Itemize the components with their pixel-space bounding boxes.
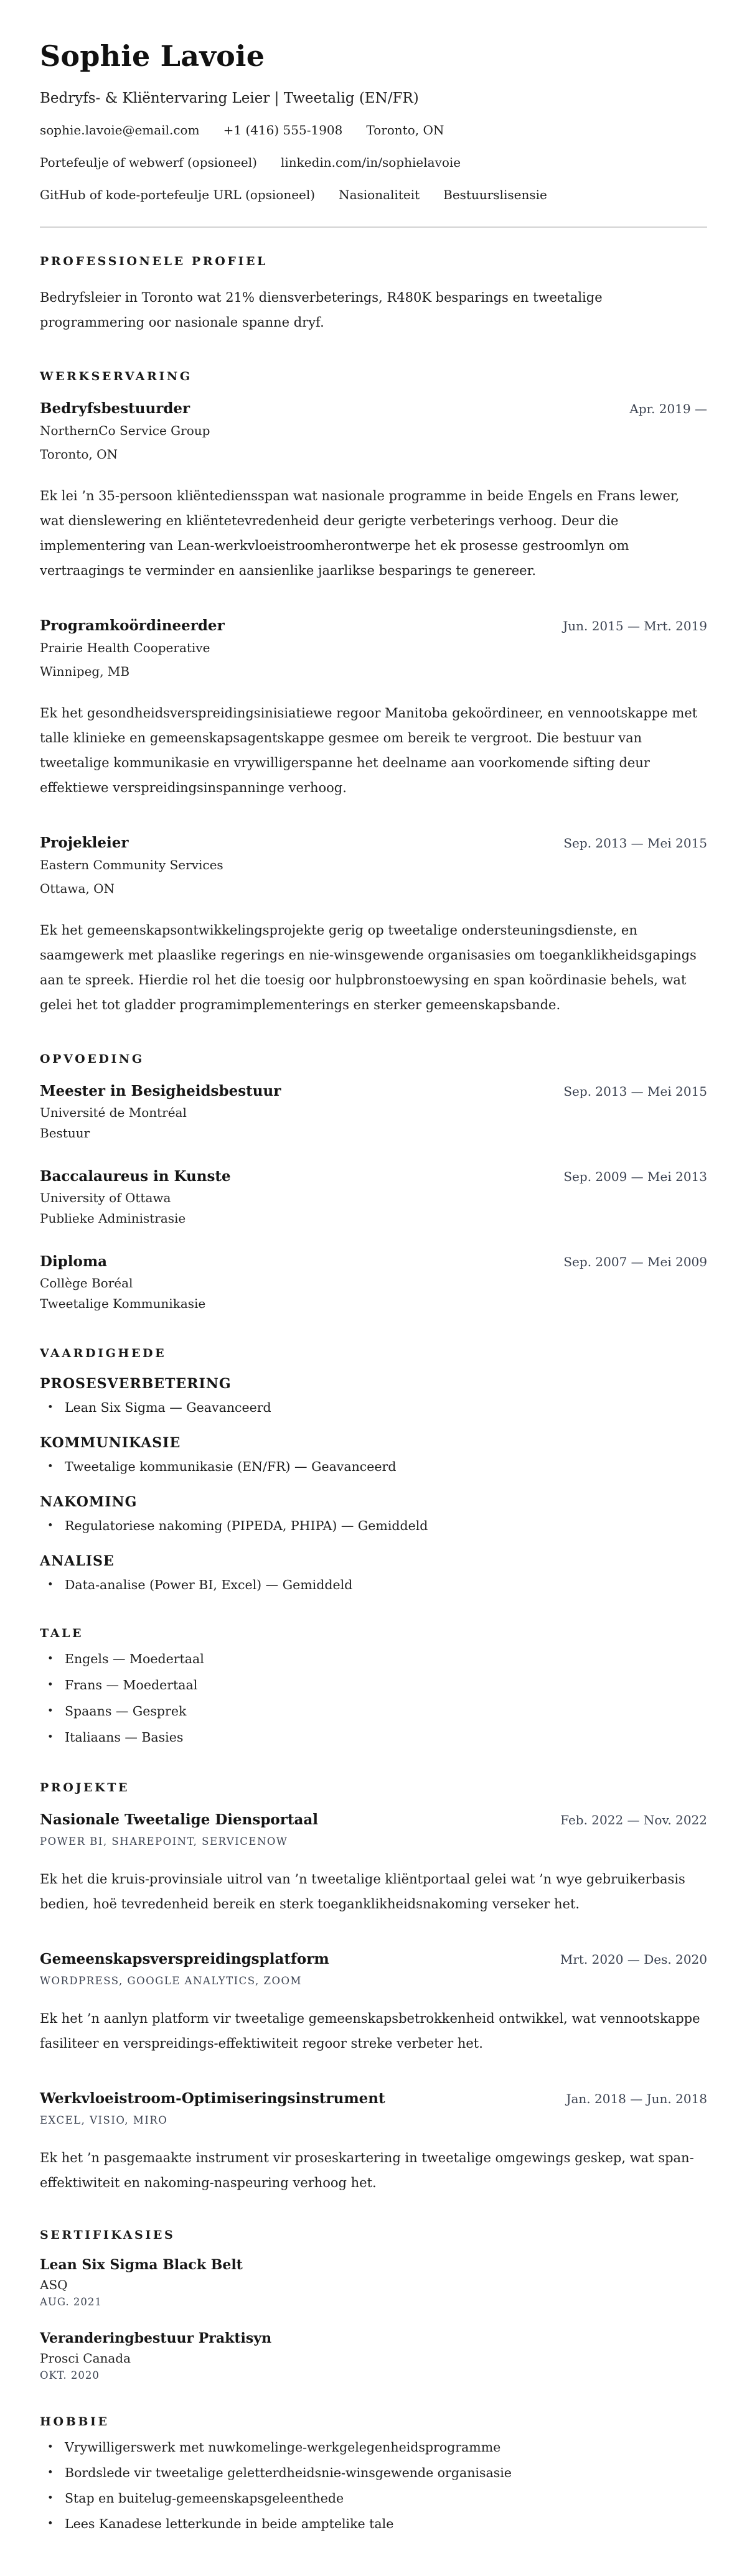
contact-license: Bestuurslisensie [443, 187, 547, 202]
hobby-item: • Vrywilligerswerk met nuwkomelinge-werkgelegenheidsprogramme [40, 2439, 707, 2456]
job-location: Ottawa, ON [40, 880, 115, 896]
project-dates: Jan. 2018 — Jun. 2018 [566, 2091, 707, 2106]
project-description: Ek het die kruis-provinsiale uitrol van ’n tweetalige kliëntportaal gelei wat ’n wye gebruikerbasis bedien, hoë tevredenheid bereik en sterk toeganklikheidsnakoming verseker het. [40, 1871, 685, 1911]
skill-item: • Regulatoriese nakoming (PIPEDA, PHIPA) — Gemiddeld [40, 1518, 707, 1534]
contact-email: sophie.lavoie@email.com [40, 122, 200, 138]
section-hobbies [40, 2414, 707, 2532]
job-entry [40, 617, 707, 800]
language-item: • Frans — Moedertaal [40, 1677, 707, 1694]
project-entry [40, 1811, 707, 1916]
language-list [40, 1651, 707, 1746]
job-head [40, 617, 707, 635]
certification-entry [40, 2256, 707, 2308]
job-dates: Apr. 2019 — [629, 401, 707, 416]
certification-issuer: ASQ [40, 2277, 68, 2292]
skill-group [40, 1494, 707, 1534]
header-divider [40, 226, 707, 228]
certification-entry [40, 2330, 707, 2382]
job-description: Ek lei ’n 35-persoon kliëntediensspan wat nasionale programme in beide Engels en Frans lewer, wat dienslewering en kliëntetevredenheid deur gerigte verbeterings verhoog. Deur die implementering van Lean-werkvloeistroomherontwerpe het ek prosesse gestroomlyn om vertraagings te verminder en aansienlike jaarlikse besparings te genereer. [40, 488, 680, 578]
section-profile [40, 254, 707, 335]
education-head [40, 1167, 707, 1186]
project-title: Werkvloeistroom-Optimiseringsinstrument [40, 2089, 385, 2107]
job-description: Ek het gemeenskapsontwikkelingsprojekte gerig op tweetalige ondersteuningsdienste, en saamgewerk met plaaslike regerings en nie-winsgewende organisasies om toeganklikheidsgapings aan te spreek. Hierdie rol het die toesig oor hulpbronstoewysing en span koördinasie behels, wat gelei het tot gladder programimplementerings en sterker gemeenskapsbande. [40, 922, 697, 1012]
job-dates: Sep. 2013 — Mei 2015 [563, 835, 707, 851]
education-head [40, 1253, 707, 1271]
project-tools: POWER BI, SHAREPOINT, SERVICENOW [40, 1835, 288, 1847]
job-location: Toronto, ON [40, 446, 118, 462]
skills-heading: VAARDIGHEDE [40, 1346, 167, 1360]
profile-heading: PROFESSIONELE PROFIEL [40, 254, 268, 268]
skill-group [40, 1553, 707, 1594]
job-location: Winnipeg, MB [40, 663, 130, 679]
education-school: University of Ottawa [40, 1190, 171, 1205]
certification-title: Veranderingbestuur Praktisyn [40, 2330, 272, 2346]
project-description: Ek het ’n pasgemaakte instrument vir proseskartering in tweetalige omgewings geskep, wat span-effektiwiteit en nakoming-naspeuring verhoog het. [40, 2150, 694, 2190]
projects-heading: PROJEKTE [40, 1780, 130, 1794]
section-certifications [40, 2228, 707, 2382]
skill-group [40, 1376, 707, 1416]
contact-location: Toronto, ON [366, 122, 444, 138]
languages-heading: TALE [40, 1626, 84, 1640]
contact-row-3 [40, 187, 707, 203]
hobby-item: • Bordslede vir tweetalige geletterdheidsnie-winsgewende organisasie [40, 2465, 707, 2481]
section-education [40, 1052, 707, 1312]
skill-group-name: KOMMUNIKASIE [40, 1434, 181, 1451]
education-field: Publieke Administrasie [40, 1210, 186, 1226]
education-degree: Baccalaureus in Kunste [40, 1167, 231, 1185]
education-dates: Sep. 2007 — Mei 2009 [563, 1254, 707, 1269]
education-heading: OPVOEDING [40, 1052, 144, 1066]
skill-list [40, 1518, 707, 1534]
hobby-item: • Stap en buitelug-gemeenskapsgeleenthede [40, 2490, 707, 2507]
skill-group-name: PROSESVERBETERING [40, 1375, 232, 1392]
job-description: Ek het gesondheidsverspreidingsinisiatiewe regoor Manitoba gekoördineer, en vennootskappe met talle klinieke en gemeenskapsagentskappe gesmee om bereik te vergroot. Die bestuur van tweetalige kommunikasie en vrywilligerspanne het deelname aan voorkomende sifting deur effektiewe verspreidingsinspanninge verhoog. [40, 705, 698, 795]
education-entry [40, 1082, 707, 1141]
contact-nationality: Nasionaliteit [339, 187, 420, 202]
skill-list [40, 1399, 707, 1416]
skill-group-name: NAKOMING [40, 1493, 138, 1510]
job-entry [40, 399, 707, 583]
contact-phone: +1 (416) 555-1908 [223, 122, 343, 138]
certification-title: Lean Six Sigma Black Belt [40, 2256, 243, 2273]
job-title: Projekleier [40, 834, 129, 851]
contact-row-2 [40, 154, 707, 170]
education-entry [40, 1253, 707, 1312]
project-tools: EXCEL, VISIO, MIRO [40, 2114, 168, 2126]
contact-github: GitHub of kode-portefeulje URL (opsioneel) [40, 187, 316, 202]
contact-portfolio: Portefeulje of webwerf (opsioneel) [40, 154, 257, 170]
education-head [40, 1082, 707, 1101]
section-languages [40, 1626, 707, 1746]
contact-linkedin: linkedin.com/in/sophielavoie [280, 154, 461, 170]
project-head [40, 2089, 707, 2108]
resume-header [40, 40, 707, 228]
person-name: Sophie Lavoie [40, 39, 265, 73]
education-degree: Meester in Besigheidsbestuur [40, 1082, 281, 1099]
project-entry [40, 2089, 707, 2195]
job-company: Prairie Health Cooperative [40, 640, 210, 655]
section-projects [40, 1780, 707, 2195]
experience-heading: WERKSERVARING [40, 369, 192, 383]
job-head [40, 399, 707, 418]
section-skills [40, 1346, 707, 1594]
skill-item: • Tweetalige kommunikasie (EN/FR) — Geavanceerd [40, 1458, 707, 1475]
language-item: • Spaans — Gesprek [40, 1703, 707, 1720]
profile-text: Bedryfsleier in Toronto wat 21% diensverbeterings, R480K besparings en tweetalige programmering oor nasionale spanne dryf. [40, 289, 603, 330]
skill-item: • Lean Six Sigma — Geavanceerd [40, 1399, 707, 1416]
skill-list [40, 1577, 707, 1594]
skill-item: • Data-analise (Power BI, Excel) — Gemiddeld [40, 1577, 707, 1594]
project-title: Nasionale Tweetalige Diensportaal [40, 1811, 319, 1828]
skill-list [40, 1458, 707, 1475]
language-item: • Italiaans — Basies [40, 1729, 707, 1746]
education-school: Collège Boréal [40, 1275, 133, 1290]
skill-group-name: ANALISE [40, 1552, 115, 1569]
job-company: NorthernCo Service Group [40, 422, 210, 438]
section-experience [40, 369, 707, 1017]
certification-issuer: Prosci Canada [40, 2350, 131, 2366]
hobby-item: • Lees Kanadese letterkunde in beide amptelike tale [40, 2516, 707, 2532]
project-description: Ek het ’n aanlyn platform vir tweetalige gemeenskapsbetrokkenheid ontwikkel, wat vennootskappe fasiliteer en verspreidings-effektiwiteit regoor streke verbeter het. [40, 2010, 700, 2051]
job-company: Eastern Community Services [40, 857, 223, 872]
job-dates: Jun. 2015 — Mrt. 2019 [563, 618, 707, 633]
education-dates: Sep. 2009 — Mei 2013 [563, 1169, 707, 1184]
job-head [40, 834, 707, 852]
job-entry [40, 834, 707, 1017]
certification-date: OKT. 2020 [40, 2369, 100, 2381]
project-dates: Mrt. 2020 — Des. 2020 [560, 1951, 707, 1967]
project-tools: WORDPRESS, GOOGLE ANALYTICS, ZOOM [40, 1974, 302, 1987]
language-item: • Engels — Moedertaal [40, 1651, 707, 1668]
education-field: Tweetalige Kommunikasie [40, 1295, 206, 1311]
project-entry [40, 1950, 707, 2056]
education-degree: Diploma [40, 1253, 108, 1270]
project-head [40, 1950, 707, 1969]
hobbies-heading: HOBBIE [40, 2414, 110, 2429]
hobby-list [40, 2439, 707, 2532]
person-headline: Bedryfs- & Kliëntervaring Leier | Tweetalig (EN/FR) [40, 90, 419, 106]
education-school: Université de Montréal [40, 1104, 187, 1120]
contact-row-1 [40, 122, 707, 138]
contact-block [40, 122, 707, 203]
education-field: Bestuur [40, 1125, 90, 1141]
skill-group [40, 1435, 707, 1475]
certifications-heading: SERTIFIKASIES [40, 2228, 176, 2242]
project-head [40, 1811, 707, 1829]
certification-date: AUG. 2021 [40, 2295, 102, 2308]
job-title: Programkoördineerder [40, 617, 225, 634]
education-dates: Sep. 2013 — Mei 2015 [563, 1083, 707, 1099]
education-entry [40, 1167, 707, 1226]
project-title: Gemeenskapsverspreidingsplatform [40, 1950, 329, 1967]
job-title: Bedryfsbestuurder [40, 399, 190, 417]
project-dates: Feb. 2022 — Nov. 2022 [560, 1812, 707, 1827]
